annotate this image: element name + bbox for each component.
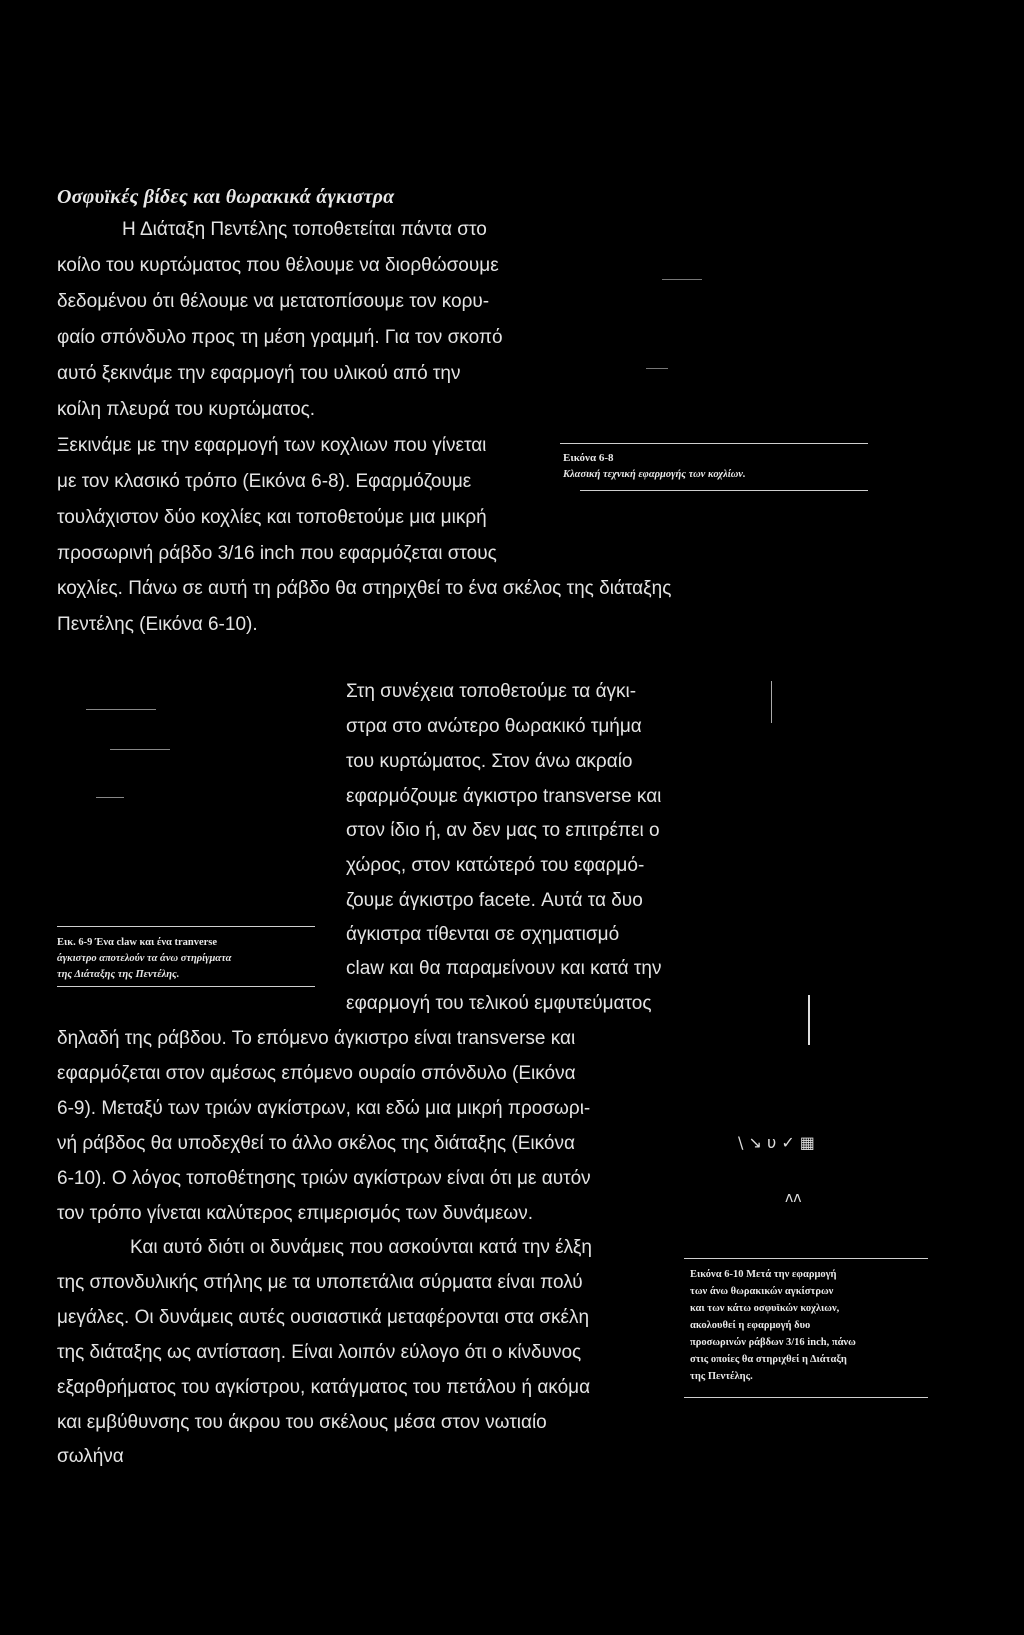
figure-mark xyxy=(86,709,156,710)
text-line: φαίο σπόνδυλο προς τη μέση γραμμή. Για τον σκοπό xyxy=(57,327,503,348)
figure-6-8-title: Εικόνα 6-8 xyxy=(563,452,614,464)
text-line: στρα στο ανώτερο θωρακικό τμήμα xyxy=(346,716,642,737)
figure-mark xyxy=(808,995,810,1045)
text-line: της διάταξης ως αντίσταση. Είναι λοιπόν εύλογο ότι ο κίνδυνος xyxy=(57,1342,582,1363)
text-line: κοχλίες. Πάνω σε αυτή τη ράβδο θα στηριχθεί το ένα σκέλος της διάταξης xyxy=(57,578,672,599)
text-line: claw και θα παραμείνουν και κατά την xyxy=(346,958,662,979)
text-line: εφαρμόζουμε άγκιστρο transverse και xyxy=(346,786,662,807)
figure-6-10-caption-line: στις οποίες θα στηριχθεί η Διάταξη xyxy=(690,1354,847,1365)
figure-6-9-caption-line: της Διάταξης της Πεντέλης. xyxy=(57,969,180,980)
text-line: 6-9). Μεταξύ των τριών αγκίστρων, και εδώ μια μικρή προσωρι- xyxy=(57,1098,591,1119)
text-line: εξαρθρήματος του αγκίστρου, κατάγματος του πετάλου ή ακόμα xyxy=(57,1377,591,1398)
text-line: με τον κλασικό τρόπο (Εικόνα 6-8). Εφαρμόζουμε xyxy=(57,471,472,492)
caption-rule-top xyxy=(57,926,315,927)
text-line: κοίλο του κυρτώματος που θέλουμε να διορθώσουμε xyxy=(57,255,499,276)
text-line: τουλάχιστον δύο κοχλίες και τοποθετούμε μια μικρή xyxy=(57,507,487,528)
text-line: χώρος, στον κατώτερό του εφαρμό- xyxy=(346,855,645,876)
text-line: και εμβύθυνσης του άκρου του σκέλους μέσα στον νωτιαίο xyxy=(57,1412,547,1433)
figure-mark xyxy=(771,681,772,723)
figure-mark xyxy=(662,279,702,280)
figure-6-10-caption-line: προσωρινών ράβδων 3/16 inch, πάνω xyxy=(690,1337,856,1348)
text-line: Και αυτό διότι οι δυνάμεις που ασκούνται κατά την έλξη xyxy=(130,1237,592,1258)
text-line: κοίλη πλευρά του κυρτώματος. xyxy=(57,399,316,420)
text-line: της σπονδυλικής στήλης με τα υποπετάλια σύρματα είναι πολύ xyxy=(57,1272,583,1293)
figure-6-10-caption-line: και των κάτω οσφυϊκών κοχλιων, xyxy=(690,1303,840,1314)
figure-6-9-caption-line: άγκιστρο αποτελούν τα άνω στηρίγματα xyxy=(57,953,232,964)
text-line: μεγάλες. Οι δυνάμεις αυτές ουσιαστικά μεταφέρονται στα σκέλη xyxy=(57,1307,590,1328)
figure-6-10-caption-line: Εικόνα 6-10 Μετά την εφαρμογή xyxy=(690,1269,837,1280)
caption-rule-top xyxy=(684,1258,928,1259)
text-line: εφαρμογή του τελικού εμφυτεύματος xyxy=(346,993,652,1014)
text-line: προσωρινή ράβδο 3/16 inch που εφαρμόζεται στους xyxy=(57,543,497,564)
text-line: Η Διάταξη Πεντέλης τοποθετείται πάντα στο xyxy=(122,219,487,240)
figure-6-9-caption-line: Εικ. 6-9 Ένα claw και ένα tranverse xyxy=(57,937,218,948)
figure-6-8-caption: Κλασική τεχνική εφαρμογής των κοχλίων. xyxy=(563,469,746,480)
figure-mark xyxy=(96,797,124,798)
figure-6-10-caption-line: των άνω θωρακικών αγκίστρων xyxy=(690,1286,834,1297)
figure-6-10-marks: \ ↘ υ ✓ ▦ xyxy=(738,1133,815,1152)
text-line: δηλαδή της ράβδου. Το επόμενο άγκιστρο είναι transverse και xyxy=(57,1028,576,1049)
text-line: στον ίδιο ή, αν δεν μας το επιτρέπει ο xyxy=(346,820,660,841)
text-line: 6-10). Ο λόγος τοποθέτησης τριών αγκίστρων είναι ότι με αυτόν xyxy=(57,1168,591,1189)
caption-rule-bottom xyxy=(57,986,315,987)
text-line: Ξεκινάμε με την εφαρμογή των κοχλιων που γίνεται xyxy=(57,435,487,456)
text-line: ζουμε άγκιστρο facete. Αυτά τα δυο xyxy=(346,890,643,911)
text-line: σωλήνα xyxy=(57,1446,124,1467)
text-line: νή ράβδος θα υποδεχθεί το άλλο σκέλος της διάταξης (Εικόνα xyxy=(57,1133,575,1154)
caption-rule-bottom xyxy=(684,1397,928,1398)
caption-rule-bottom xyxy=(580,490,868,491)
figure-6-10-caption-line: ακολουθεί η εφαρμογή δυο xyxy=(690,1320,811,1331)
text-line: τον τρόπο γίνεται καλύτερος επιμερισμός των δυνάμεων. xyxy=(57,1203,534,1224)
text-line: άγκιστρα τίθενται σε σχηματισμό xyxy=(346,924,620,945)
figure-mark xyxy=(646,368,668,369)
section-heading: Οσφυϊκές βίδες και θωρακικά άγκιστρα xyxy=(57,186,395,208)
text-line: του κυρτώματος. Στον άνω ακραίο xyxy=(346,751,633,772)
figure-6-10-caption-line: της Πεντέλης. xyxy=(690,1371,753,1382)
text-line: αυτό ξεκινάμε την εφαρμογή του υλικού από την xyxy=(57,363,461,384)
text-line: δεδομένου ότι θέλουμε να μετατοπίσουμε τον κορυ- xyxy=(57,291,490,312)
text-line: Στη συνέχεια τοποθετούμε τα άγκι- xyxy=(346,681,637,702)
figure-mark xyxy=(110,749,170,750)
figure-6-10-marks: ʌʌ xyxy=(785,1190,802,1206)
text-line: εφαρμόζεται στον αμέσως επόμενο ουραίο σπόνδυλο (Εικόνα xyxy=(57,1063,576,1084)
caption-rule-top xyxy=(560,443,868,444)
text-line: Πεντέλης (Εικόνα 6-10). xyxy=(57,614,258,635)
